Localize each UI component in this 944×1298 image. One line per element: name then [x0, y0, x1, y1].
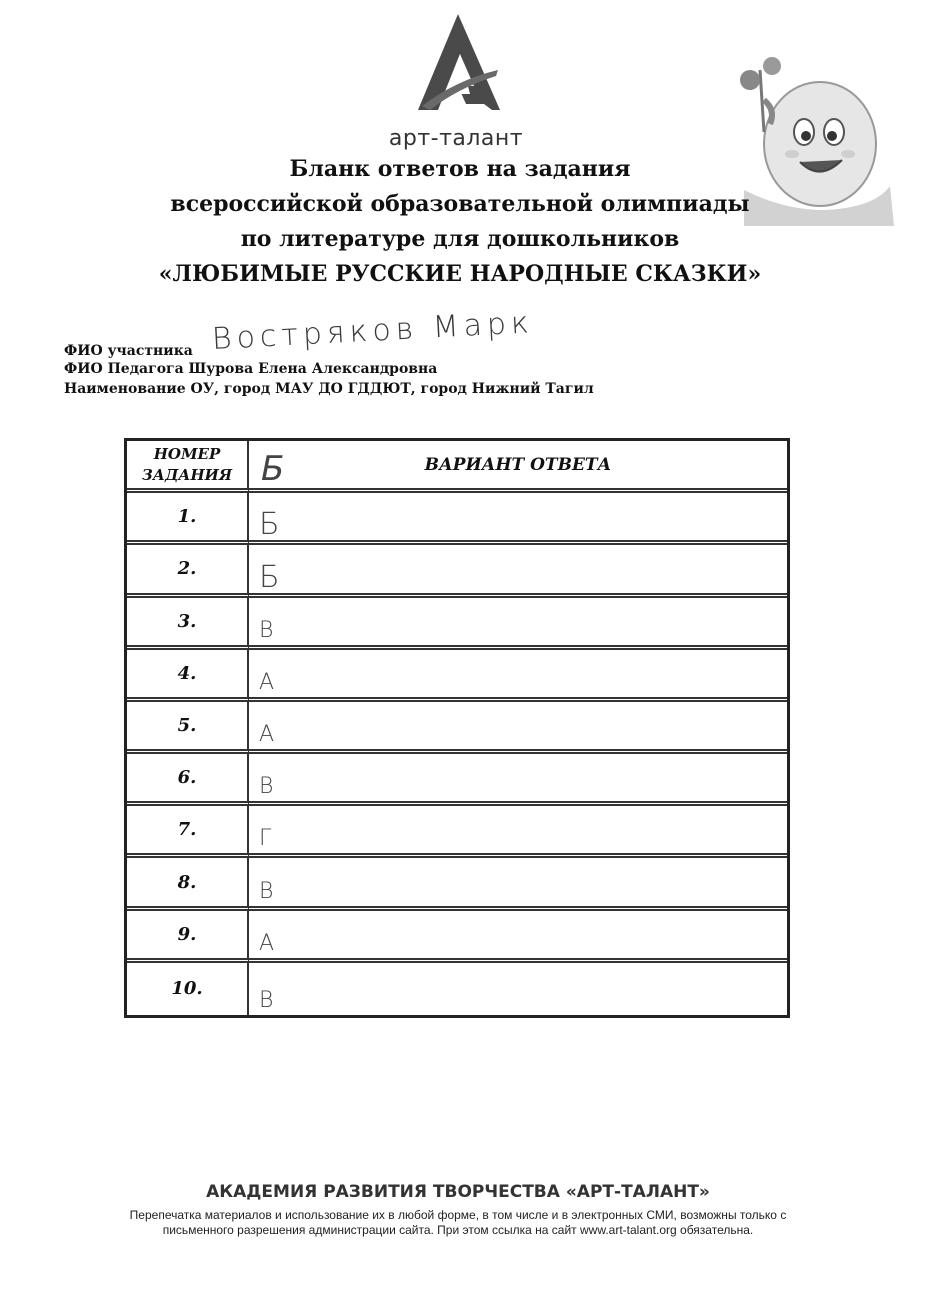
task-number-6: 6. — [127, 754, 249, 806]
answer-cell-8[interactable] — [249, 858, 787, 910]
task-number-5: 5. — [127, 702, 249, 754]
answer-cell-9[interactable] — [249, 911, 787, 963]
answer-cell-5[interactable] — [249, 702, 787, 754]
header-handwritten-mark: Б — [261, 449, 285, 489]
header-task-number — [127, 441, 249, 493]
footer-title: АКАДЕМИЯ РАЗВИТИЯ ТВОРЧЕСТВА «АРТ-ТАЛАНТ» — [206, 1182, 710, 1202]
task-number-4: 4. — [127, 650, 249, 702]
header-number-line2: ЗАДАНИЯ — [141, 465, 233, 484]
answer-10: В — [259, 988, 274, 1013]
answer-3: В — [259, 617, 274, 643]
art-talant-logo — [408, 10, 504, 120]
participant-name-label: ФИО участника — [64, 343, 193, 359]
title-line-3: по литературе для дошкольников — [240, 226, 680, 252]
brand-name: арт-талант — [388, 126, 524, 151]
header-answer-label: ВАРИАНТ ОТВЕТА — [424, 454, 612, 475]
answer-8: В — [259, 878, 274, 904]
title-line-1: Бланк ответов на задания — [289, 156, 631, 182]
task-number-2: 2. — [127, 545, 249, 597]
answer-cell-1[interactable] — [249, 493, 787, 545]
footer-note-line-2: письменного разрешения администрации сайта. При этом ссылка на сайт www.art-talant.org обязательна. — [162, 1223, 754, 1237]
teacher-line: ФИО Педагога Шурова Елена Александровна — [64, 361, 438, 377]
organization-line: Наименование ОУ, город МАУ ДО ГДДЮТ, город Нижний Тагил — [64, 381, 594, 397]
answer-4: А — [259, 669, 275, 695]
task-number-9: 9. — [127, 911, 249, 963]
answer-6: В — [259, 774, 274, 800]
answer-cell-6[interactable] — [249, 754, 787, 806]
footer-note-line-1: Перепечатка материалов и использование их в любой форме, в том числе и в электронных СМИ, возможны только с — [129, 1208, 787, 1222]
header-answer-variant — [249, 441, 787, 493]
task-number-10: 10. — [127, 963, 249, 1015]
title-line-4: «ЛЮБИМЫЕ РУССКИЕ НАРОДНЫЕ СКАЗКИ» — [158, 261, 762, 287]
answer-cell-7[interactable] — [249, 806, 787, 858]
answer-cell-3[interactable] — [249, 598, 787, 650]
answer-table — [124, 438, 790, 1018]
form-title — [120, 152, 800, 292]
title-line-2: всероссийской образовательной олимпиады — [170, 191, 750, 217]
participant-name-handwritten: Востряков Марк — [211, 305, 535, 357]
task-number-7: 7. — [127, 806, 249, 858]
header-number-line1: НОМЕР — [153, 444, 221, 463]
task-number-8: 8. — [127, 858, 249, 910]
answer-cell-10[interactable] — [249, 963, 787, 1015]
footer-note — [90, 1208, 826, 1238]
answer-1: Б — [259, 507, 280, 543]
answer-7: Г — [259, 826, 272, 852]
answer-cell-2[interactable] — [249, 545, 787, 597]
task-number-3: 3. — [127, 598, 249, 650]
answer-5: А — [259, 722, 275, 748]
answer-cell-4[interactable] — [249, 650, 787, 702]
answer-2: Б — [259, 559, 280, 595]
task-number-1: 1. — [127, 493, 249, 545]
answer-9: А — [259, 930, 275, 956]
